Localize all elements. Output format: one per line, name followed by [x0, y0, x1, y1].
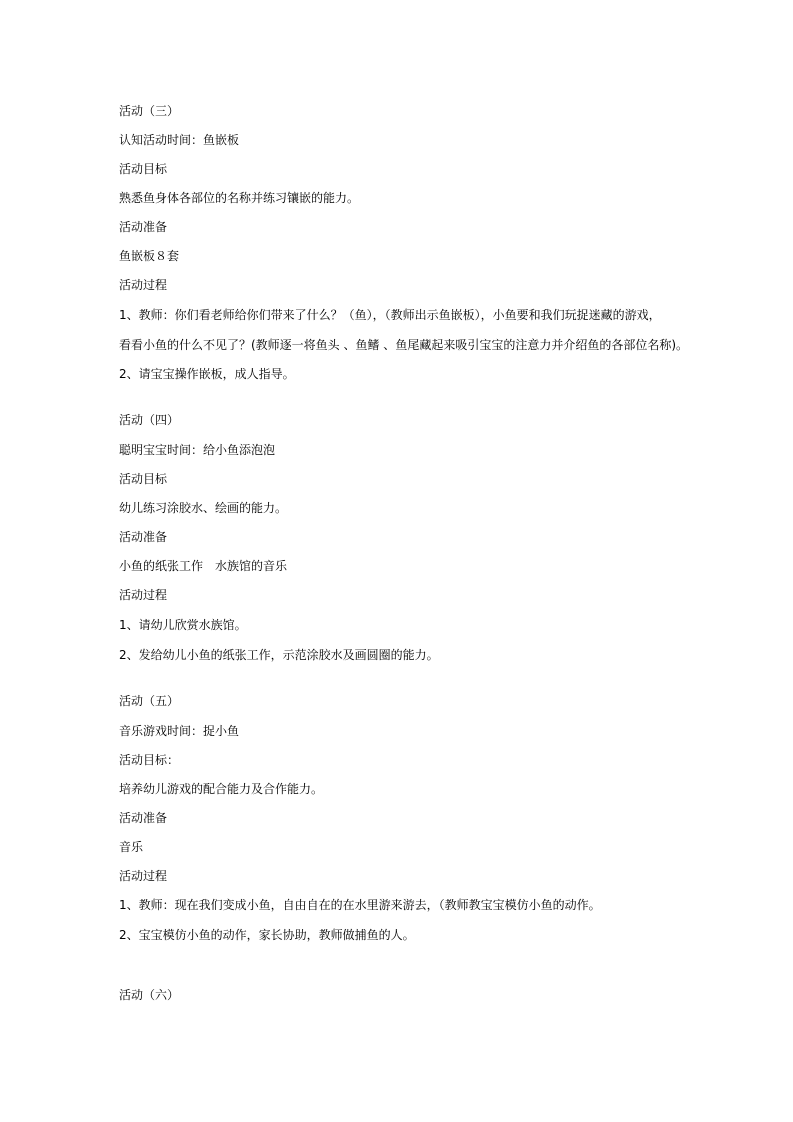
paragraph: 鱼嵌板８套: [119, 249, 180, 263]
subheading-process: 活动过程: [119, 588, 168, 602]
paragraph: 2、发给幼儿小鱼的纸张工作，示范涂胶水及画圆圈的能力。: [119, 648, 439, 662]
paragraph: 看看小鱼的什么不见了？(教师逐一将鱼头 、鱼鳍 、鱼尾藏起来吸引宝宝的注意力并介绍鱼的各部位名称)。: [119, 338, 688, 352]
section-heading: 活动（四）: [119, 413, 180, 427]
subheading-process: 活动过程: [119, 869, 168, 883]
activity-title: 聪明宝宝时间：给小鱼添泡泡: [119, 443, 276, 457]
subheading-process: 活动过程: [119, 278, 168, 292]
subheading-preparation: 活动准备: [119, 220, 168, 234]
paragraph: 幼儿练习涂胶水、绘画的能力。: [119, 501, 288, 515]
paragraph: 1、请幼儿欣赏水族馆。: [119, 618, 247, 632]
paragraph: 1、教师：你们看老师给你们带来了什么？（鱼），（教师出示鱼嵌板），小鱼要和我们玩捉迷藏的游戏，: [119, 308, 661, 322]
section-heading: 活动（六）: [119, 988, 180, 1002]
paragraph: 音乐: [119, 840, 144, 854]
subheading-goal: 活动目标：: [119, 753, 180, 767]
section-heading: 活动（五）: [119, 694, 180, 708]
paragraph: 2、请宝宝操作嵌板，成人指导。: [119, 367, 295, 381]
subheading-preparation: 活动准备: [119, 530, 168, 544]
paragraph: 培养幼儿游戏的配合能力及合作能力。: [119, 782, 324, 796]
activity-title: 音乐游戏时间：捉小鱼: [119, 724, 240, 738]
paragraph: 小鱼的纸张工作 水族馆的音乐: [119, 559, 288, 573]
paragraph: 熟悉鱼身体各部位的名称并练习镶嵌的能力。: [119, 191, 360, 205]
subheading-goal: 活动目标: [119, 472, 168, 486]
subheading-goal: 活动目标: [119, 162, 168, 176]
section-heading: 活动（三）: [119, 104, 180, 118]
paragraph: 1、教师：现在我们变成小鱼，自由自在的在水里游来游去，（教师教宝宝模仿小鱼的动作。: [119, 898, 601, 912]
paragraph: 2、宝宝模仿小鱼的动作，家长协助，教师做捕鱼的人。: [119, 928, 415, 942]
activity-title: 认知活动时间：鱼嵌板: [119, 133, 240, 147]
subheading-preparation: 活动准备: [119, 811, 168, 825]
